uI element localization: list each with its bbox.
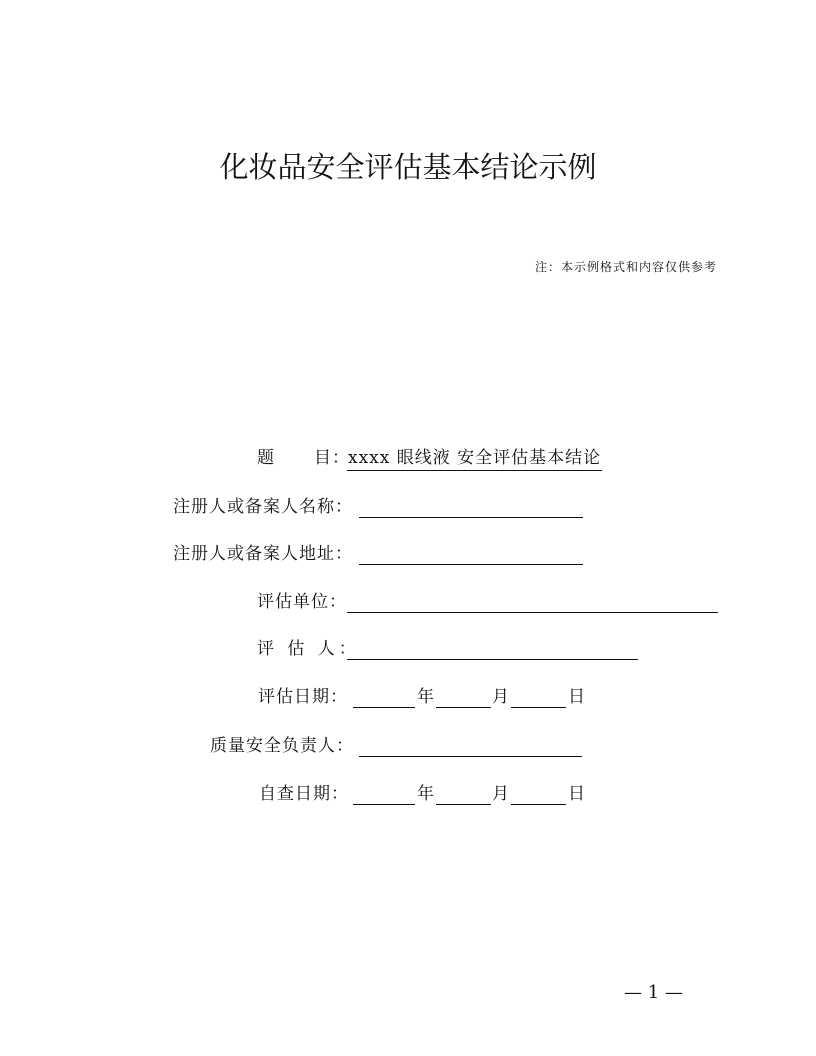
assessment-date-year-unit: 年 xyxy=(417,687,434,707)
assessor-field[interactable] xyxy=(347,637,638,660)
self-check-date-year-field[interactable] xyxy=(353,782,415,805)
self-check-date-month-field[interactable] xyxy=(436,782,491,805)
page-title: 化妆品安全评估基本结论示例 xyxy=(219,150,597,184)
registrant-address-row xyxy=(0,542,816,568)
assessment-date-month-field[interactable] xyxy=(436,685,491,708)
registrant-address-label: 注册人或备案人地址： xyxy=(173,544,353,564)
self-check-date-row xyxy=(0,782,816,808)
quality-safety-label: 质量安全负责人： xyxy=(210,736,354,756)
subject-row xyxy=(0,446,816,472)
format-note: 注：本示例格式和内容仅供参考 xyxy=(534,260,717,274)
registrant-name-label: 注册人或备案人名称： xyxy=(173,497,353,517)
subject-label-part-1: 题 xyxy=(257,448,275,468)
assessment-date-label: 评估日期： xyxy=(258,687,348,707)
registrant-address-field[interactable] xyxy=(359,542,583,565)
quality-safety-field[interactable] xyxy=(359,734,582,757)
assessment-date-day-unit: 日 xyxy=(568,687,585,707)
registrant-name-field[interactable] xyxy=(359,495,583,518)
self-check-date-day-unit: 日 xyxy=(568,784,585,804)
self-check-date-year-unit: 年 xyxy=(417,784,434,804)
assessment-date-month-unit: 月 xyxy=(492,687,509,707)
assessment-date-year-field[interactable] xyxy=(353,685,415,708)
subject-label-part-2: 目： xyxy=(314,448,350,468)
self-check-date-label: 自查日期： xyxy=(259,784,349,804)
registrant-name-row xyxy=(0,495,816,521)
assessor-label: 评 估 人： xyxy=(257,639,360,659)
assessment-unit-field[interactable] xyxy=(347,590,718,613)
assessment-unit-label: 评估单位： xyxy=(257,592,347,612)
self-check-date-month-unit: 月 xyxy=(492,784,509,804)
assessment-date-day-field[interactable] xyxy=(511,685,566,708)
assessment-date-row xyxy=(0,685,816,711)
self-check-date-day-field[interactable] xyxy=(511,782,566,805)
page-number: — 1 — xyxy=(624,982,683,1003)
quality-safety-row xyxy=(0,734,816,760)
assessment-unit-row xyxy=(0,590,816,616)
assessor-row xyxy=(0,637,816,663)
subject-value[interactable]: xxxx 眼线液 安全评估基本结论 xyxy=(347,446,602,471)
